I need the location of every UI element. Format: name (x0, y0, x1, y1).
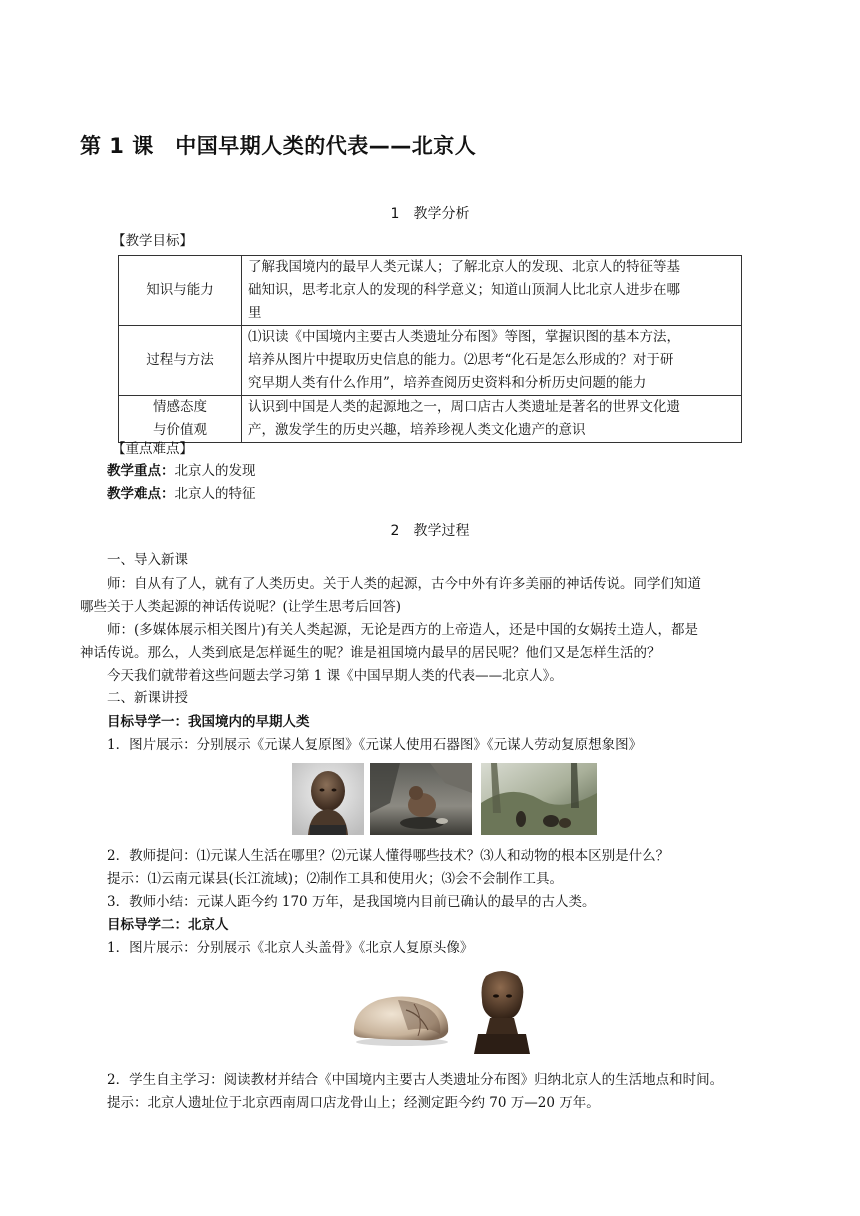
goal-header-process: 过程与方法 (119, 326, 242, 396)
goal-one-item-3: 3．教师小结：元谋人距今约 170 万年，是我国境内目前已确认的最早的古人类。 (107, 894, 596, 910)
key-points-label: 【重点难点】 (112, 441, 193, 457)
goals-label: 【教学目标】 (112, 233, 193, 249)
goal-two-item-1: 1．图片展示：分别展示《北京人头盖骨》《北京人复原头像》 (107, 940, 474, 956)
goal-one-hint: 提示：⑴云南元谋县(长江流域)；⑵制作工具和使用火；⑶会不会制作工具。 (107, 871, 564, 887)
key-point-difficulty: 教学难点：北京人的特征 (107, 486, 256, 502)
goal-one-item-2: 2．教师提问：⑴元谋人生活在哪里？⑵元谋人懂得哪些技术？⑶人和动物的根本区别是什么？ (107, 848, 670, 864)
goal-two-item-2: 2．学生自主学习：阅读教材并结合《中国境内主要古人类遗址分布图》归纳北京人的生活地点和时间。 (107, 1072, 724, 1088)
intro-paragraph-1-line-2: 哪些关于人类起源的神话传说呢？(让学生思考后回答) (80, 599, 402, 615)
page-title: 第 1 课 中国早期人类的代表——北京人 (80, 134, 477, 158)
key-point-focus: 教学重点：北京人的发现 (107, 463, 256, 479)
goal-two-hint: 提示：北京人遗址位于北京西南周口店龙骨山上；经测定距今约 70 万—20 万年。 (107, 1095, 600, 1111)
intro-paragraph-3: 今天我们就带着这些问题去学习第 1 课《中国早期人类的代表——北京人》。 (107, 668, 563, 684)
table-row (119, 326, 742, 396)
yuanmou-stone-tools-image (370, 763, 472, 835)
new-lesson-heading: 二、新课讲授 (107, 690, 188, 706)
table-row (119, 396, 742, 443)
intro-heading: 一、导入新课 (107, 552, 188, 568)
goal-one-heading: 目标导学一：我国境内的早期人类 (107, 714, 310, 730)
intro-paragraph-2-line-2: 神话传说。那么，人类到底是怎样诞生的呢？谁是祖国境内最早的居民呢？他们又是怎样生活的？ (80, 645, 661, 661)
peking-man-bust-image (468, 968, 536, 1054)
peking-man-skull-image (348, 990, 454, 1048)
goal-header-knowledge: 知识与能力 (119, 256, 242, 326)
goal-content-emotion: 认识到中国是人类的起源地之一，周口店古人类遗址是著名的世界文化遗 产，激发学生的历史兴趣，培养珍视人类文化遗产的意识 (242, 396, 742, 443)
yuanmou-labor-scene-image (481, 763, 597, 835)
section-heading-analysis: 1 教学分析 (390, 206, 470, 222)
yuanmou-reconstruction-image (292, 763, 364, 835)
goal-two-heading: 目标导学二：北京人 (107, 917, 229, 933)
intro-paragraph-2-line-1: 师：(多媒体展示相关图片)有关人类起源，无论是西方的上帝造人，还是中国的女娲抟土造人，都是 (107, 622, 699, 638)
table-row (119, 256, 742, 326)
section-heading-process: 2 教学过程 (390, 523, 470, 539)
goal-one-item-1: 1．图片展示：分别展示《元谋人复原图》《元谋人使用石器图》《元谋人劳动复原想象图》 (107, 737, 643, 753)
goal-content-knowledge: 了解我国境内的最早人类元谋人；了解北京人的发现、北京人的特征等基 础知识，思考北京人的发现的科学意义；知道山顶洞人比北京人进步在哪 里 (242, 256, 742, 326)
intro-paragraph-1-line-1: 师：自从有了人，就有了人类历史。关于人类的起源，古今中外有许多美丽的神话传说。同学们知道 (107, 576, 701, 592)
teaching-goals-table (118, 255, 742, 443)
goal-content-process: ⑴识读《中国境内主要古人类遗址分布图》等图，掌握识图的基本方法， 培养从图片中提取历史信息的能力。⑵思考“化石是怎么形成的？对于研 究早期人类有什么作用”，培养查阅历史资料和分析历史问题的能力 (242, 326, 742, 396)
goal-header-emotion: 情感态度 与价值观 (119, 396, 242, 443)
